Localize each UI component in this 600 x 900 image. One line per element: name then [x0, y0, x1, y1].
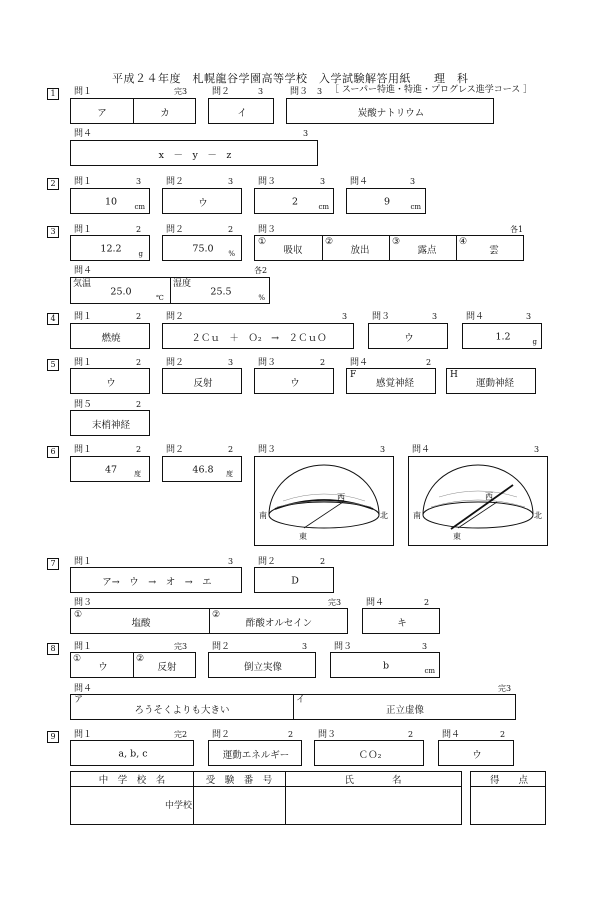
answer-box[interactable] — [70, 608, 348, 634]
answer-text: 75.0 — [192, 243, 214, 255]
section-number: 8 — [47, 643, 59, 655]
answer-text: b — [382, 660, 390, 672]
direction-west: 西 — [337, 493, 345, 502]
answer-box[interactable] — [254, 368, 334, 394]
answer-box[interactable] — [162, 456, 242, 482]
unit-label: g — [532, 338, 537, 346]
question-label: 問１ — [74, 642, 93, 652]
question-label: 問３ — [334, 642, 353, 652]
item-marker: ③ — [392, 237, 401, 247]
question-label: 問１ — [74, 445, 93, 455]
answer-text: ウ — [472, 750, 482, 761]
answer-text: 運動神経 — [475, 378, 515, 389]
answer-box[interactable] — [446, 368, 536, 394]
diagram-box[interactable] — [254, 456, 394, 546]
school-name-header: 中 学 校 名 — [98, 775, 166, 786]
direction-east: 東 — [453, 532, 461, 541]
item-marker: ① — [73, 654, 82, 664]
answer-text: 9 — [383, 196, 391, 208]
answer-text: 雲 — [489, 245, 499, 256]
answer-text: x － y － z — [158, 150, 232, 161]
answer-text: a, b, c — [118, 748, 148, 760]
points-label: 3 — [422, 642, 428, 651]
question-label: 問１ — [74, 358, 93, 368]
answer-box[interactable] — [70, 323, 150, 349]
answer-box[interactable] — [70, 740, 194, 766]
section-number: 6 — [47, 446, 59, 458]
direction-south: 南 — [259, 511, 267, 520]
points-label: 3 — [320, 177, 326, 186]
points-label: 2 — [136, 225, 142, 234]
item-marker: F — [350, 370, 357, 380]
points-label: 完3 — [328, 598, 342, 607]
item-marker: ① — [258, 237, 267, 247]
box-divider — [322, 236, 323, 260]
answer-text: ウ — [106, 378, 116, 389]
answer-box[interactable] — [208, 740, 302, 766]
answer-box[interactable] — [162, 323, 354, 349]
box-divider — [133, 99, 134, 123]
points-label: 2 — [228, 445, 234, 454]
item-marker: H — [450, 370, 458, 380]
answer-text: 2 — [291, 196, 299, 208]
points-label: 完3 — [174, 87, 188, 96]
direction-west: 西 — [485, 492, 493, 501]
answer-text: 反射 — [193, 378, 213, 389]
points-label: 2 — [320, 557, 326, 566]
examinee-info-table — [70, 771, 462, 825]
section-number: 7 — [47, 558, 59, 570]
answer-text: 12.2 — [100, 243, 122, 255]
score-header: 得 点 — [489, 775, 529, 786]
points-label: 3 — [526, 312, 532, 321]
question-label: 問２ — [212, 730, 231, 740]
answer-box[interactable] — [162, 368, 242, 394]
question-label: 問４ — [466, 312, 485, 322]
points-label: 各2 — [254, 266, 268, 275]
answer-box[interactable] — [346, 368, 436, 394]
answer-text: 酢酸オルセイン — [245, 618, 313, 629]
answer-box[interactable] — [70, 188, 150, 214]
points-label: 完3 — [498, 684, 512, 693]
answer-text: 25.5 — [210, 286, 232, 298]
answer-text: 炭酸ナトリウム — [357, 108, 425, 119]
unit-label: % — [258, 294, 265, 302]
answer-box[interactable] — [368, 323, 448, 349]
answer-box[interactable] — [70, 368, 150, 394]
question-label: 問３ — [290, 87, 309, 97]
item-marker: ④ — [459, 237, 468, 247]
points-label: 3 — [136, 177, 142, 186]
question-label: 問３ — [372, 312, 391, 322]
answer-box[interactable] — [254, 188, 334, 214]
answer-box[interactable] — [70, 277, 270, 304]
question-label: 問１ — [74, 557, 93, 567]
answer-text: 反射 — [157, 662, 177, 673]
points-label: 完2 — [174, 730, 188, 739]
question-label: 問３ — [74, 598, 93, 608]
answer-box[interactable] — [70, 235, 150, 261]
question-label: 問３ — [258, 358, 277, 368]
answer-box[interactable] — [162, 188, 242, 214]
question-label: 問２ — [212, 642, 231, 652]
celestial-dome-diagram — [255, 457, 392, 544]
unit-label: ℃ — [156, 294, 164, 302]
answer-text: 25.0 — [110, 286, 132, 298]
direction-north: 北 — [534, 511, 542, 520]
answer-text: イ — [237, 108, 247, 119]
page-title: 平成２４年度 札幌龍谷学園高等学校 入学試験解答用紙 理 科 — [112, 72, 469, 85]
points-label: 2 — [424, 598, 430, 607]
question-label: 問２ — [258, 557, 277, 567]
section-number: 9 — [47, 731, 59, 743]
answer-text: 正立虚像 — [385, 705, 425, 716]
item-marker: ① — [74, 610, 83, 620]
answer-text: 吸収 — [283, 245, 303, 256]
answer-box[interactable] — [208, 652, 316, 678]
exam-number-field[interactable] — [194, 787, 284, 824]
answer-text: 1.2 — [495, 331, 511, 343]
answer-box[interactable] — [162, 235, 242, 261]
unit-label: g — [138, 250, 143, 258]
points-label: 各1 — [510, 225, 524, 234]
points-label: 2 — [136, 445, 142, 454]
answer-text: 47 — [104, 464, 118, 476]
box-divider — [209, 609, 210, 633]
answer-text: ろうそくよりも大きい — [134, 705, 230, 716]
points-label: 2 — [408, 730, 414, 739]
answer-box[interactable] — [70, 410, 150, 436]
celestial-dome-diagram — [409, 457, 546, 544]
question-label: 問１ — [74, 177, 93, 187]
name-field[interactable] — [286, 787, 461, 824]
answer-box[interactable] — [314, 740, 424, 766]
answer-text: 運動エネルギー — [222, 750, 290, 761]
points-label: 3 — [432, 312, 438, 321]
answer-box[interactable] — [254, 235, 524, 261]
points-label: 3 — [342, 312, 348, 321]
direction-north: 北 — [380, 511, 388, 520]
points-label: 3 — [228, 358, 234, 367]
question-label: 問２ — [166, 445, 185, 455]
answer-text: ウ — [404, 333, 414, 344]
answer-text: ウ — [290, 378, 300, 389]
answer-text: ＣＯ₂ — [358, 750, 382, 761]
question-label: 問３ — [258, 445, 277, 455]
points-label: 3 — [302, 642, 308, 651]
unit-label: cm — [410, 203, 421, 211]
points-label: 2 — [426, 358, 432, 367]
box-divider — [293, 695, 294, 719]
direction-south: 南 — [413, 511, 421, 520]
question-label: 問４ — [74, 684, 93, 694]
question-label: 問２ — [166, 225, 185, 235]
answer-box[interactable] — [70, 652, 196, 678]
answer-text: ウ — [98, 662, 108, 673]
question-label: 問４ — [442, 730, 461, 740]
answer-text: D — [291, 575, 299, 587]
item-marker: ② — [212, 610, 221, 620]
question-label: 問３ — [258, 225, 277, 235]
field-label: 湿度 — [173, 279, 192, 289]
answer-text: ア — [97, 108, 107, 119]
question-label: 問３ — [318, 730, 337, 740]
answer-box[interactable] — [70, 567, 242, 593]
question-label: 問４ — [74, 266, 93, 276]
course-subtitle: ［ スーパー特進・特進・プログレス進学コース ］ — [330, 85, 533, 95]
points-label: 3 — [228, 557, 234, 566]
points-label: 2 — [320, 358, 326, 367]
box-divider — [133, 653, 134, 677]
points-label: 2 — [136, 400, 142, 409]
answer-text: 10 — [104, 196, 118, 208]
answer-box[interactable] — [70, 694, 516, 720]
answer-text: 感覚神経 — [375, 378, 415, 389]
question-label: 問１ — [74, 225, 93, 235]
question-label: 問４ — [412, 445, 431, 455]
answer-box[interactable] — [70, 98, 196, 124]
answer-box[interactable] — [462, 323, 542, 349]
answer-box[interactable] — [70, 456, 150, 482]
points-label: 2 — [288, 730, 294, 739]
points-label: 2 — [500, 730, 506, 739]
direction-east: 東 — [299, 532, 307, 541]
question-label: 問１ — [74, 87, 93, 97]
unit-label: cm — [134, 203, 145, 211]
exam-number-header: 受 験 番 号 — [205, 775, 273, 786]
question-label: 問２ — [166, 358, 185, 368]
section-number: 2 — [47, 178, 59, 190]
unit-label: cm — [318, 203, 329, 211]
answer-text: 燃焼 — [101, 333, 121, 344]
unit-label: % — [228, 250, 235, 258]
item-marker: ア — [74, 695, 84, 705]
answer-text: キ — [397, 618, 407, 629]
answer-box[interactable] — [362, 608, 440, 634]
answer-box[interactable] — [346, 188, 426, 214]
box-divider — [170, 278, 171, 303]
points-label: 3 — [534, 445, 540, 454]
unit-label: 度 — [134, 470, 141, 478]
answer-text: ア→ ウ → オ → エ — [102, 577, 212, 588]
points-label: 2 — [136, 312, 142, 321]
score-field[interactable] — [471, 787, 545, 824]
question-label: 問４ — [74, 129, 93, 139]
question-label: 問５ — [74, 400, 93, 410]
item-marker: イ — [296, 695, 306, 705]
question-label: 問２ — [212, 87, 231, 97]
score-table — [470, 771, 546, 825]
answer-text: 放出 — [350, 245, 370, 256]
answer-text: カ — [160, 108, 170, 119]
answer-text: 塩酸 — [131, 618, 151, 629]
points-label: 3 — [258, 87, 264, 96]
answer-text: ２Ｃｕ ＋ Ｏ₂ → ２ＣｕＯ — [191, 333, 327, 344]
field-label: 気温 — [73, 279, 92, 289]
answer-box[interactable] — [254, 567, 334, 593]
points-label: 3 — [317, 87, 323, 96]
question-label: 問１ — [74, 730, 93, 740]
answer-text: 46.8 — [192, 464, 214, 476]
box-divider — [456, 236, 457, 260]
answer-box[interactable] — [438, 740, 514, 766]
points-label: 2 — [136, 358, 142, 367]
name-header: 氏 名 — [344, 775, 402, 786]
answer-box[interactable] — [70, 140, 318, 166]
section-number: 3 — [47, 226, 59, 238]
answer-box[interactable] — [286, 98, 494, 124]
question-label: 問４ — [350, 177, 369, 187]
answer-text: ウ — [198, 198, 208, 209]
question-label: 問４ — [350, 358, 369, 368]
answer-text: 露点 — [417, 245, 437, 256]
answer-text: 末梢神経 — [91, 420, 131, 431]
answer-box[interactable] — [208, 98, 274, 124]
diagram-box[interactable] — [408, 456, 548, 546]
points-label: 3 — [380, 445, 386, 454]
answer-box[interactable] — [330, 652, 440, 678]
question-label: 問４ — [366, 598, 385, 608]
question-label: 問３ — [258, 177, 277, 187]
box-divider — [389, 236, 390, 260]
question-label: 問２ — [166, 312, 185, 322]
question-label: 問２ — [166, 177, 185, 187]
school-suffix: 中学校 — [165, 801, 193, 811]
question-label: 問１ — [74, 312, 93, 322]
school-name-field[interactable] — [71, 787, 192, 824]
item-marker: ② — [136, 654, 145, 664]
points-label: 3 — [228, 177, 234, 186]
unit-label: cm — [424, 667, 435, 675]
section-number: 5 — [47, 359, 59, 371]
points-label: 完3 — [174, 642, 188, 651]
section-number: 1 — [47, 88, 59, 100]
points-label: 3 — [303, 129, 309, 138]
points-label: 3 — [410, 177, 416, 186]
points-label: 2 — [228, 225, 234, 234]
answer-text: 倒立実像 — [243, 662, 283, 673]
section-number: 4 — [47, 313, 59, 325]
unit-label: 度 — [226, 470, 233, 478]
item-marker: ② — [325, 237, 334, 247]
